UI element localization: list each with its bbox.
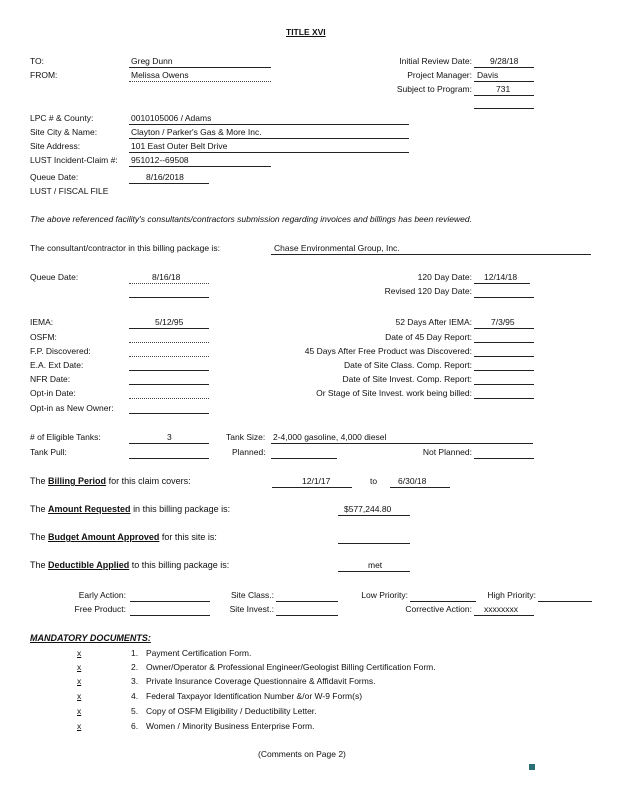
consultant-value: Chase Environmental Group, Inc. xyxy=(274,243,400,253)
after52-label: 52 Days After IEMA: xyxy=(395,317,472,327)
nfr-label: NFR Date: xyxy=(30,374,71,384)
report45-line xyxy=(474,342,534,343)
lust-value: 951012--69508 xyxy=(131,155,189,165)
billing-period-rest: for this claim covers: xyxy=(108,476,191,486)
stage-line xyxy=(474,398,534,399)
pm-line xyxy=(474,81,534,82)
site-address-label: Site Address: xyxy=(30,141,81,151)
lpc-value: 0010105006 / Adams xyxy=(131,113,212,123)
queue-label: Queue Date: xyxy=(30,172,79,182)
doc-4-mark: x xyxy=(77,691,82,701)
from-label: FROM: xyxy=(30,70,58,80)
budget-approved-rest: for this site is: xyxy=(161,532,217,542)
tanks-label: # of Eligible Tanks: xyxy=(30,432,101,442)
amount-requested-rest: in this billing package is: xyxy=(133,504,231,514)
doc-6-mark: x xyxy=(77,721,82,731)
not-planned-label: Not Planned: xyxy=(422,447,472,457)
day120-line xyxy=(474,283,530,284)
fp45-line xyxy=(474,356,534,357)
tanks-line xyxy=(129,443,209,444)
deductible-row xyxy=(30,560,229,570)
free-product-line xyxy=(130,615,210,616)
siteinvest-line xyxy=(474,384,534,385)
after52-value: 7/3/95 xyxy=(491,317,515,327)
amount-requested-the: The xyxy=(30,504,46,514)
tank-size-line xyxy=(271,443,533,444)
site-city-label: Site City & Name: xyxy=(30,127,98,137)
site-class2-line xyxy=(276,601,338,602)
day120-value: 12/14/18 xyxy=(484,272,518,282)
low-priority-label: Low Priority: xyxy=(361,590,408,600)
comments-note: (Comments on Page 2) xyxy=(258,749,346,759)
doc-1-num: 1. xyxy=(131,648,139,658)
site-city-line xyxy=(129,138,409,139)
to-label: TO: xyxy=(30,56,45,66)
doc-4-num: 4. xyxy=(131,691,139,701)
siteclass-line xyxy=(474,370,534,371)
billing-from-line xyxy=(272,487,352,488)
doc-3-mark: x xyxy=(77,676,82,686)
site-address-value: 101 East Outer Belt Drive xyxy=(131,141,228,151)
doc-5-num: 5. xyxy=(131,706,139,716)
billing-period-term: Billing Period xyxy=(48,476,107,486)
initial-review-line xyxy=(474,67,534,68)
early-action-line xyxy=(130,601,210,602)
tank-size-label: Tank Size: xyxy=(226,432,266,442)
queue2-line xyxy=(129,283,209,284)
queue-value: 8/16/2018 xyxy=(146,172,184,182)
corner-mark-icon xyxy=(529,764,535,770)
tank-size-value: 2-4,000 gasoline, 4,000 diesel xyxy=(273,432,387,442)
after52-line xyxy=(474,328,534,329)
doc-2-mark: x xyxy=(77,662,82,672)
budget-approved-the: The xyxy=(30,532,46,542)
billing-to-line xyxy=(390,487,450,488)
subject-line xyxy=(474,95,534,96)
tank-pull-label: Tank Pull: xyxy=(30,447,67,457)
doc-2-num: 2. xyxy=(131,662,139,672)
fp45-label: 45 Days After Free Product was Discovered: xyxy=(304,346,472,356)
revised120-label: Revised 120 Day Date: xyxy=(384,286,472,296)
billing-period-row xyxy=(30,476,191,486)
deductible-value: met xyxy=(368,560,383,570)
optin-owner-line xyxy=(129,413,209,414)
iema-value: 5/12/95 xyxy=(155,317,184,327)
fp-label: F.P. Discovered: xyxy=(30,346,91,356)
fp-line xyxy=(129,356,209,357)
planned-label: Planned: xyxy=(232,447,266,457)
queue2-line-2 xyxy=(129,297,209,298)
lust-label: LUST Incident-Claim #: xyxy=(30,155,118,165)
review-statement: The above referenced facility's consultants/contractors submission regarding invoices and billings has been reviewed. xyxy=(30,214,472,224)
site-invest2-label: Site Invest.: xyxy=(229,604,274,614)
fiscal-label: LUST / FISCAL FILE xyxy=(30,186,109,196)
tanks-value: 3 xyxy=(167,432,172,442)
amount-requested-term: Amount Requested xyxy=(48,504,131,514)
initial-review-label: Initial Review Date: xyxy=(399,56,472,66)
doc-6-text: Women / Minority Business Enterprise Form. xyxy=(146,721,315,731)
early-action-label: Early Action: xyxy=(78,590,126,600)
osfm-line xyxy=(129,342,209,343)
optin-line xyxy=(129,398,209,399)
report45-label: Date of 45 Day Report: xyxy=(385,332,472,342)
budget-approved-line xyxy=(338,543,410,544)
mandatory-documents-header: MANDATORY DOCUMENTS: xyxy=(30,633,151,643)
lpc-label: LPC # & County: xyxy=(30,113,94,123)
billing-to-word: to xyxy=(370,476,378,486)
doc-6-num: 6. xyxy=(131,721,139,731)
billing-period-the: The xyxy=(30,476,46,486)
to-line xyxy=(129,67,271,68)
tank-pull-line xyxy=(129,458,209,459)
queue2-value: 8/16/18 xyxy=(152,272,181,282)
ea-line xyxy=(129,370,209,371)
revised120-line xyxy=(474,297,534,298)
doc-4-text: Federal Taxpayor Identification Number &/or W-9 Form(s) xyxy=(146,691,363,701)
siteclass-label: Date of Site Class. Comp. Report: xyxy=(343,360,472,370)
site-city-value: Clayton / Parker's Gas & More Inc. xyxy=(131,127,262,137)
initial-review-value: 9/28/18 xyxy=(490,56,519,66)
deductible-line xyxy=(338,571,410,572)
iema-label: IEMA: xyxy=(30,317,54,327)
low-priority-line xyxy=(410,601,476,602)
site-address-line xyxy=(129,152,409,153)
doc-3-num: 3. xyxy=(131,676,139,686)
subject-label: Subject to Program: xyxy=(396,84,472,94)
lust-line xyxy=(129,166,271,167)
nfr-line xyxy=(129,384,209,385)
doc-3-text: Private Insurance Coverage Questionnaire & Affidavit Forms. xyxy=(146,676,376,686)
amount-requested-line xyxy=(338,515,410,516)
corrective-action-line xyxy=(474,615,534,616)
queue2-label: Queue Date: xyxy=(30,272,79,282)
subject-line-2 xyxy=(474,108,534,109)
pm-value: Davis xyxy=(477,70,499,80)
lpc-line xyxy=(129,124,409,125)
optin-owner-label: Opt-in as New Owner: xyxy=(30,403,114,413)
deductible-the: The xyxy=(30,560,46,570)
billing-to-value: 6/30/18 xyxy=(398,476,427,486)
site-invest2-line xyxy=(276,615,338,616)
from-value: Melissa Owens xyxy=(131,70,189,80)
budget-approved-term: Budget Amount Approved xyxy=(48,532,160,542)
ea-label: E.A. Ext Date: xyxy=(30,360,84,370)
high-priority-label: High Priority: xyxy=(487,590,536,600)
osfm-label: OSFM: xyxy=(30,332,57,342)
queue-line xyxy=(129,183,209,184)
doc-5-mark: x xyxy=(77,706,82,716)
high-priority-line xyxy=(538,601,592,602)
consultant-line xyxy=(271,254,591,255)
page-title: TITLE XVI xyxy=(286,27,326,37)
consultant-label: The consultant/contractor in this billing package is: xyxy=(30,243,220,253)
to-value: Greg Dunn xyxy=(131,56,173,66)
day120-label: 120 Day Date: xyxy=(417,272,472,282)
doc-2-text: Owner/Operator & Professional Engineer/Geologist Billing Certification Form. xyxy=(146,662,436,672)
siteinvest-label: Date of Site Invest. Comp. Report: xyxy=(342,374,472,384)
billing-from-value: 12/1/17 xyxy=(302,476,331,486)
deductible-term: Deductible Applied xyxy=(48,560,130,570)
deductible-rest: to this billing package is: xyxy=(131,560,230,570)
site-class2-label: Site Class.: xyxy=(231,590,274,600)
budget-approved-row xyxy=(30,532,217,542)
optin-label: Opt-in Date: xyxy=(30,388,76,398)
doc-1-mark: x xyxy=(77,648,82,658)
iema-line xyxy=(129,328,209,329)
pm-label: Project Manager: xyxy=(407,70,472,80)
free-product-label: Free Product: xyxy=(74,604,126,614)
planned-line xyxy=(271,458,337,459)
subject-value: 731 xyxy=(496,84,511,94)
stage-label: Or Stage of Site Invest. work being billed: xyxy=(316,388,472,398)
corrective-action-label: Corrective Action: xyxy=(405,604,472,614)
amount-requested-value: $577,244.80 xyxy=(344,504,392,514)
not-planned-line xyxy=(474,458,534,459)
corrective-action-value: xxxxxxxx xyxy=(484,604,518,614)
from-line xyxy=(129,81,271,82)
amount-requested-row xyxy=(30,504,230,514)
doc-5-text: Copy of OSFM Eligibility / Deductibility Letter. xyxy=(146,706,317,716)
doc-1-text: Payment Certification Form. xyxy=(146,648,252,658)
